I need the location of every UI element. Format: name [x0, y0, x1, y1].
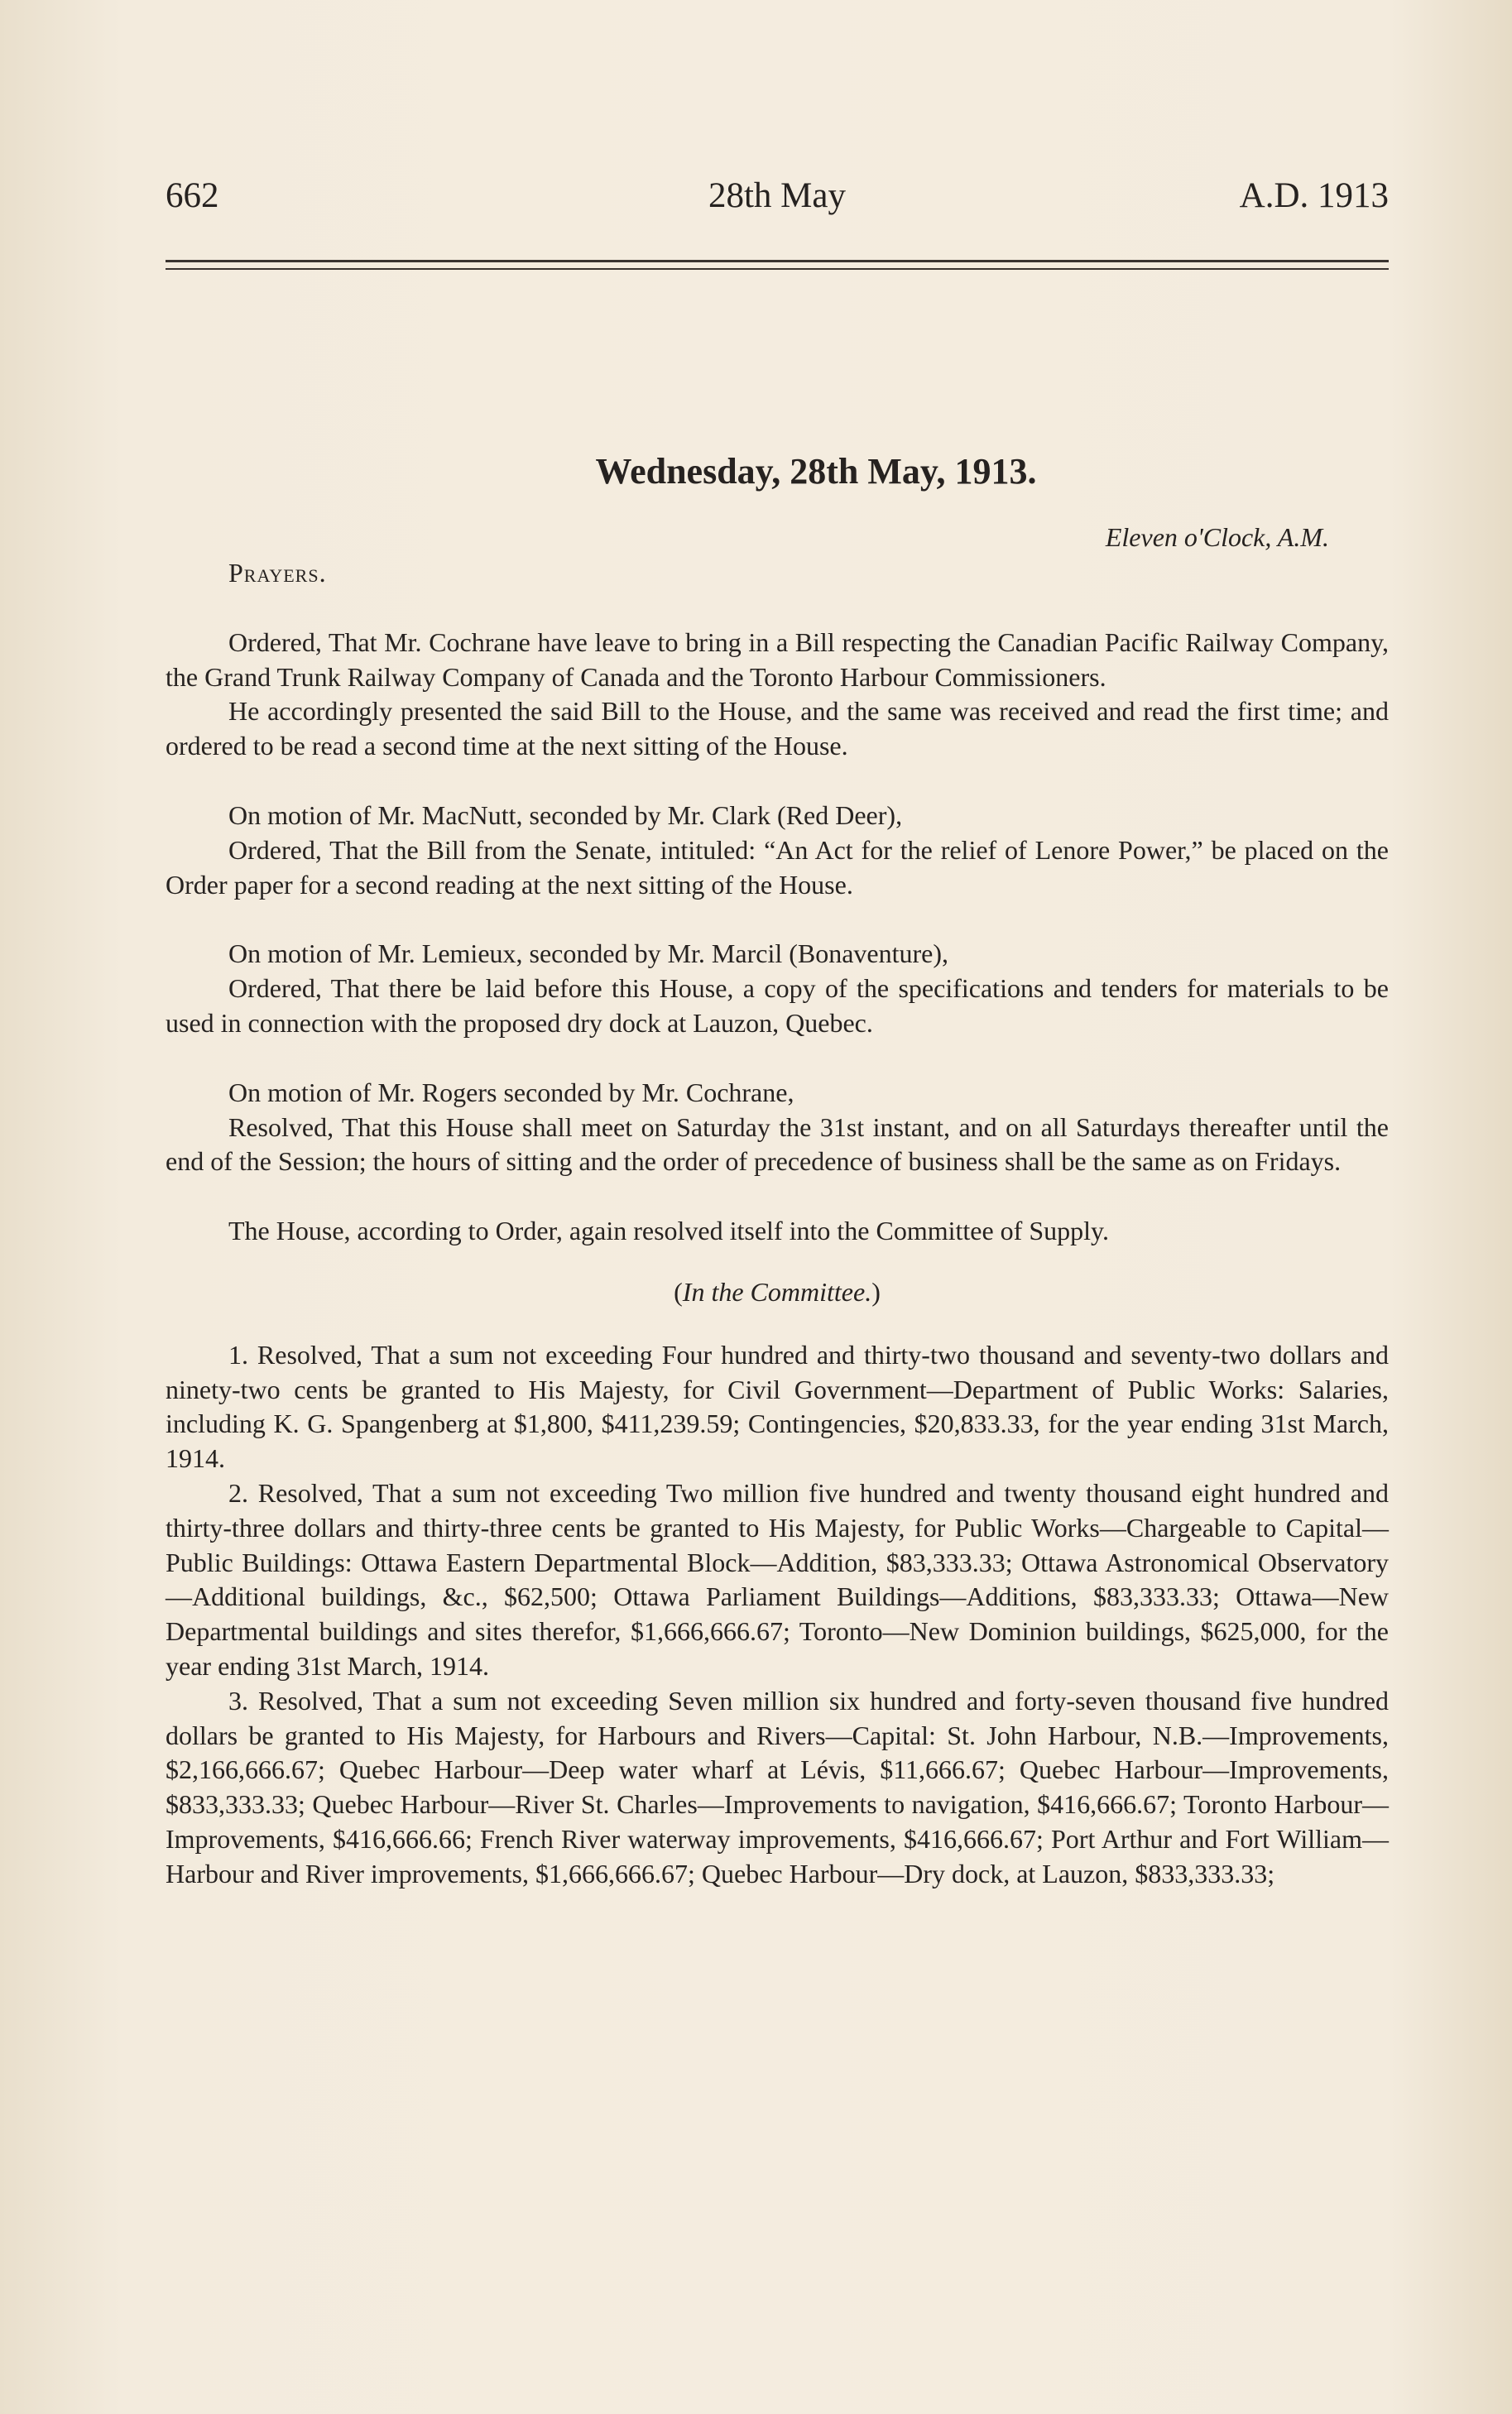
entry-committee-of-supply — [166, 1214, 1389, 1249]
header-rule-thin — [166, 268, 1389, 270]
entry-macnutt-motion — [166, 799, 1389, 902]
committee-heading-text: In the Committee. — [682, 1276, 872, 1307]
header-year: A.D. 1913 — [1239, 176, 1389, 215]
prayers-heading: Prayers. — [228, 558, 327, 588]
paragraph-motion-rogers: On motion of Mr. Rogers seconded by Mr. Cochrane, — [228, 1077, 794, 1107]
paragraph-resolved-saturdays: Resolved, That this House shall meet on Saturday the 31st instant, and on all Saturdays thereafter until the end of the Session; the hours of sitting and the order of precedence of business shall be the same as on Fridays. — [166, 1111, 1389, 1177]
paragraph-order-leave: Ordered, That Mr. Cochrane have leave to bring in a Bill respecting the Canadian Pacific Railway Company, the Grand Trunk Railway Company of Canada and the Toronto Harbour Commissioners. — [166, 626, 1389, 692]
header-rule-thick — [166, 260, 1389, 262]
header-date: 28th May — [708, 176, 847, 215]
committee-paren-close: ) — [871, 1276, 881, 1307]
paragraph-bill-presented: He accordingly presented the said Bill to the House, and the same was received and read the first time; and ordered to be read a second time at the next sitting of the House. — [166, 696, 1389, 761]
paragraph-order-senate-bill: Ordered, That the Bill from the Senate, intituled: “An Act for the relief of Lenore Power,” be placed on the Order paper for a second reading at the next sitting of the House. — [166, 834, 1389, 900]
day-heading: Wednesday, 28th May, 1913. — [595, 451, 1037, 492]
committee-heading — [166, 1275, 1389, 1310]
running-head — [166, 175, 1389, 225]
committee-paren-open: ( — [674, 1276, 683, 1307]
entry-rogers-motion — [166, 1076, 1389, 1179]
paragraph-motion-macnutt: On motion of Mr. MacNutt, seconded by Mr. Clark (Red Deer), — [228, 799, 903, 830]
paragraph-motion-lemieux: On motion of Mr. Lemieux, seconded by Mr. Marcil (Bonaventure), — [228, 938, 949, 969]
entry-cochrane-bill — [166, 626, 1389, 764]
journal-body — [166, 447, 1389, 1892]
resolution-2: 2. Resolved, That a sum not exceeding Two million five hundred and twenty thousand eight hundred and thirty-three dollars and thirty-three cents be granted to His Majesty, for Public Works—Chargeable to Capital—Public Buildings: Ottawa Eastern Departmental Block—Addition, $83,333.33; Ottawa Astronomical Observatory—Additional buildings, &c., $62,500; Ottawa Parliament Buildings—Additions, $83,333.33; Ottawa—New Departmental buildings and sites therefor, $1,666,666.67; Toronto—New Dominion buildings, $625,000, for the year ending 31st March, 1914. — [166, 1477, 1389, 1681]
resolution-1: 1. Resolved, That a sum not exceeding Four hundred and thirty-two thousand and seventy-two dollars and ninety-two cents be granted to His Majesty, for Civil Government—Department of Public Works: Salaries, including K. G. Spangenberg at $1,800, $411,239.59; Contingencies, $20,833.33, for the year ending 31st March, 1914. — [166, 1339, 1389, 1474]
resolution-3: 3. Resolved, That a sum not exceeding Seven million six hundred and forty-seven thousand five hundred dollars be granted to His Majesty, for Harbours and Rivers—Capital: St. John Harbour, N.B.—Improvements, $2,166,666.67; Quebec Harbour—Deep water wharf at Lévis, $11,666.67; Quebec Harbour—Improvements, $833,333.33; Quebec Harbour—River St. Charles—Improvements to navigation, $416,666.67; Toronto Harbour—Improvements, $416,666.66; French River waterway improvements, $416,666.67; Port Arthur and Fort William—Harbour and River improvements, $1,666,666.67; Quebec Harbour—Dry dock, at Lauzon, $833,333.33; — [166, 1685, 1389, 1888]
entry-lemieux-motion — [166, 937, 1389, 1040]
paragraph-order-dry-dock: Ordered, That there be laid before this House, a copy of the specifications and tenders for materials to be used in connection with the proposed dry dock at Lauzon, Quebec. — [166, 973, 1389, 1038]
page-number: 662 — [166, 176, 219, 215]
sitting-time: Eleven o'Clock, A.M. — [1105, 522, 1329, 552]
paragraph-committee-supply: The House, according to Order, again resolved itself into the Committee of Supply. — [228, 1216, 1109, 1246]
